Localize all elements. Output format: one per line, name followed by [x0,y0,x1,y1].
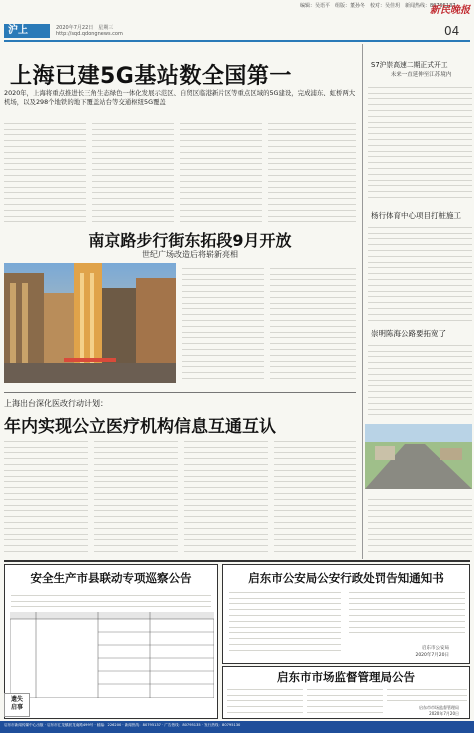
right-story1-body [368,82,472,202]
right-story2-body [368,222,472,322]
story1-body-col4 [268,118,356,223]
footer-text: 启东市新闻传媒中心出版 · 启东市汇龙镇跃龙南路499号 · 邮编：226200 · 新闻热线：80795137 · 广告热线：80795135 · 发行热线：80795130 [4,723,241,727]
story3-body-col1 [4,436,88,556]
site-url[interactable]: http://sqd.qdongnews.com [56,31,123,37]
ad2-signature: 启东市公安局 [422,646,449,651]
ads-divider [4,560,470,562]
right-story2-headline: 杨行体育中心项目打桩施工 [371,211,461,220]
story3-body-col2 [94,436,178,556]
ad3-date: 2020年7月20日 [429,711,459,716]
right-story3-headline: 崇明陈海公路要拓宽了 [371,329,446,338]
story3-headline: 年内实现公立医疗机构信息互通互认 [4,417,276,437]
ad1-table [10,612,214,698]
right-story3-body [368,340,472,420]
section-tab[interactable]: 沪上 [4,24,50,38]
ad3-body-col1 [227,684,303,718]
story1-body-col2 [92,118,174,223]
ad3-box [222,666,470,719]
ad1-title: 安全生产市县联动专项巡察公告 [30,571,192,585]
story3-body-col4 [274,436,356,556]
ad3-signature: 启东市市场监督管理局 [419,705,459,710]
header-divider [4,40,470,42]
story-divider [4,392,356,393]
ad2-body-col2 [349,587,465,637]
editor-credits: 编辑：吴语平 组版：董孙冬 校对：吴佳玥 新闻热线：80795137 [300,3,456,9]
right-story1-subhead: 未来一直延伸至江苏境内 [390,72,452,78]
right-story3-body-2 [368,494,472,556]
newspaper-logo: 新民晚报 [430,5,470,16]
story1-headline: 上海已建5G基站数全国第一 [10,64,292,89]
story2-headline: 南京路步行街东拓段9月开放 [88,231,292,250]
lost-notice-tab [4,693,30,717]
story1-body-col3 [180,118,262,223]
nanjing-road-photo [4,263,176,383]
story3-body-col3 [184,436,268,556]
story2-body-col2 [270,263,356,383]
story3-kicker: 上海出台深化医改行动计划： [4,399,108,408]
story1-lead: 2020年，上海将重点推进长三角生态绿色一体化发展示范区、自贸区临港新片区等重点区域的5G建设，完成浦东、虹桥两大机场，以及298个地铁的地下覆盖站台等交通枢纽5G覆盖 [4,89,356,106]
lost-notice-line1: 遗失 [10,696,23,703]
ad2-title: 启东市公安局公安行政处罚告知通知书 [248,571,444,585]
ad3-title: 启东市市场监督管理局公告 [277,670,415,684]
story1-body-col1 [4,118,86,223]
story2-body-col1 [182,263,264,383]
ad3-body-col3 [387,684,467,706]
chenhai-road-photo [365,424,472,489]
issue-date: 2020年7月22日 星期三 [56,25,114,31]
ad3-body-col2 [307,684,383,718]
page-number: 04 [444,24,460,38]
ad2-body-col1 [229,587,341,657]
column-divider [362,44,363,559]
lost-notice-line2: 启事 [10,704,23,711]
ad2-date: 2020年7月20日 [415,653,449,658]
story2-subhead: 世纪广场改造后将崭新亮相 [142,250,238,259]
right-story1-headline: S7沪崇高速二期正式开工 [371,61,448,69]
ad2-box [222,564,470,664]
